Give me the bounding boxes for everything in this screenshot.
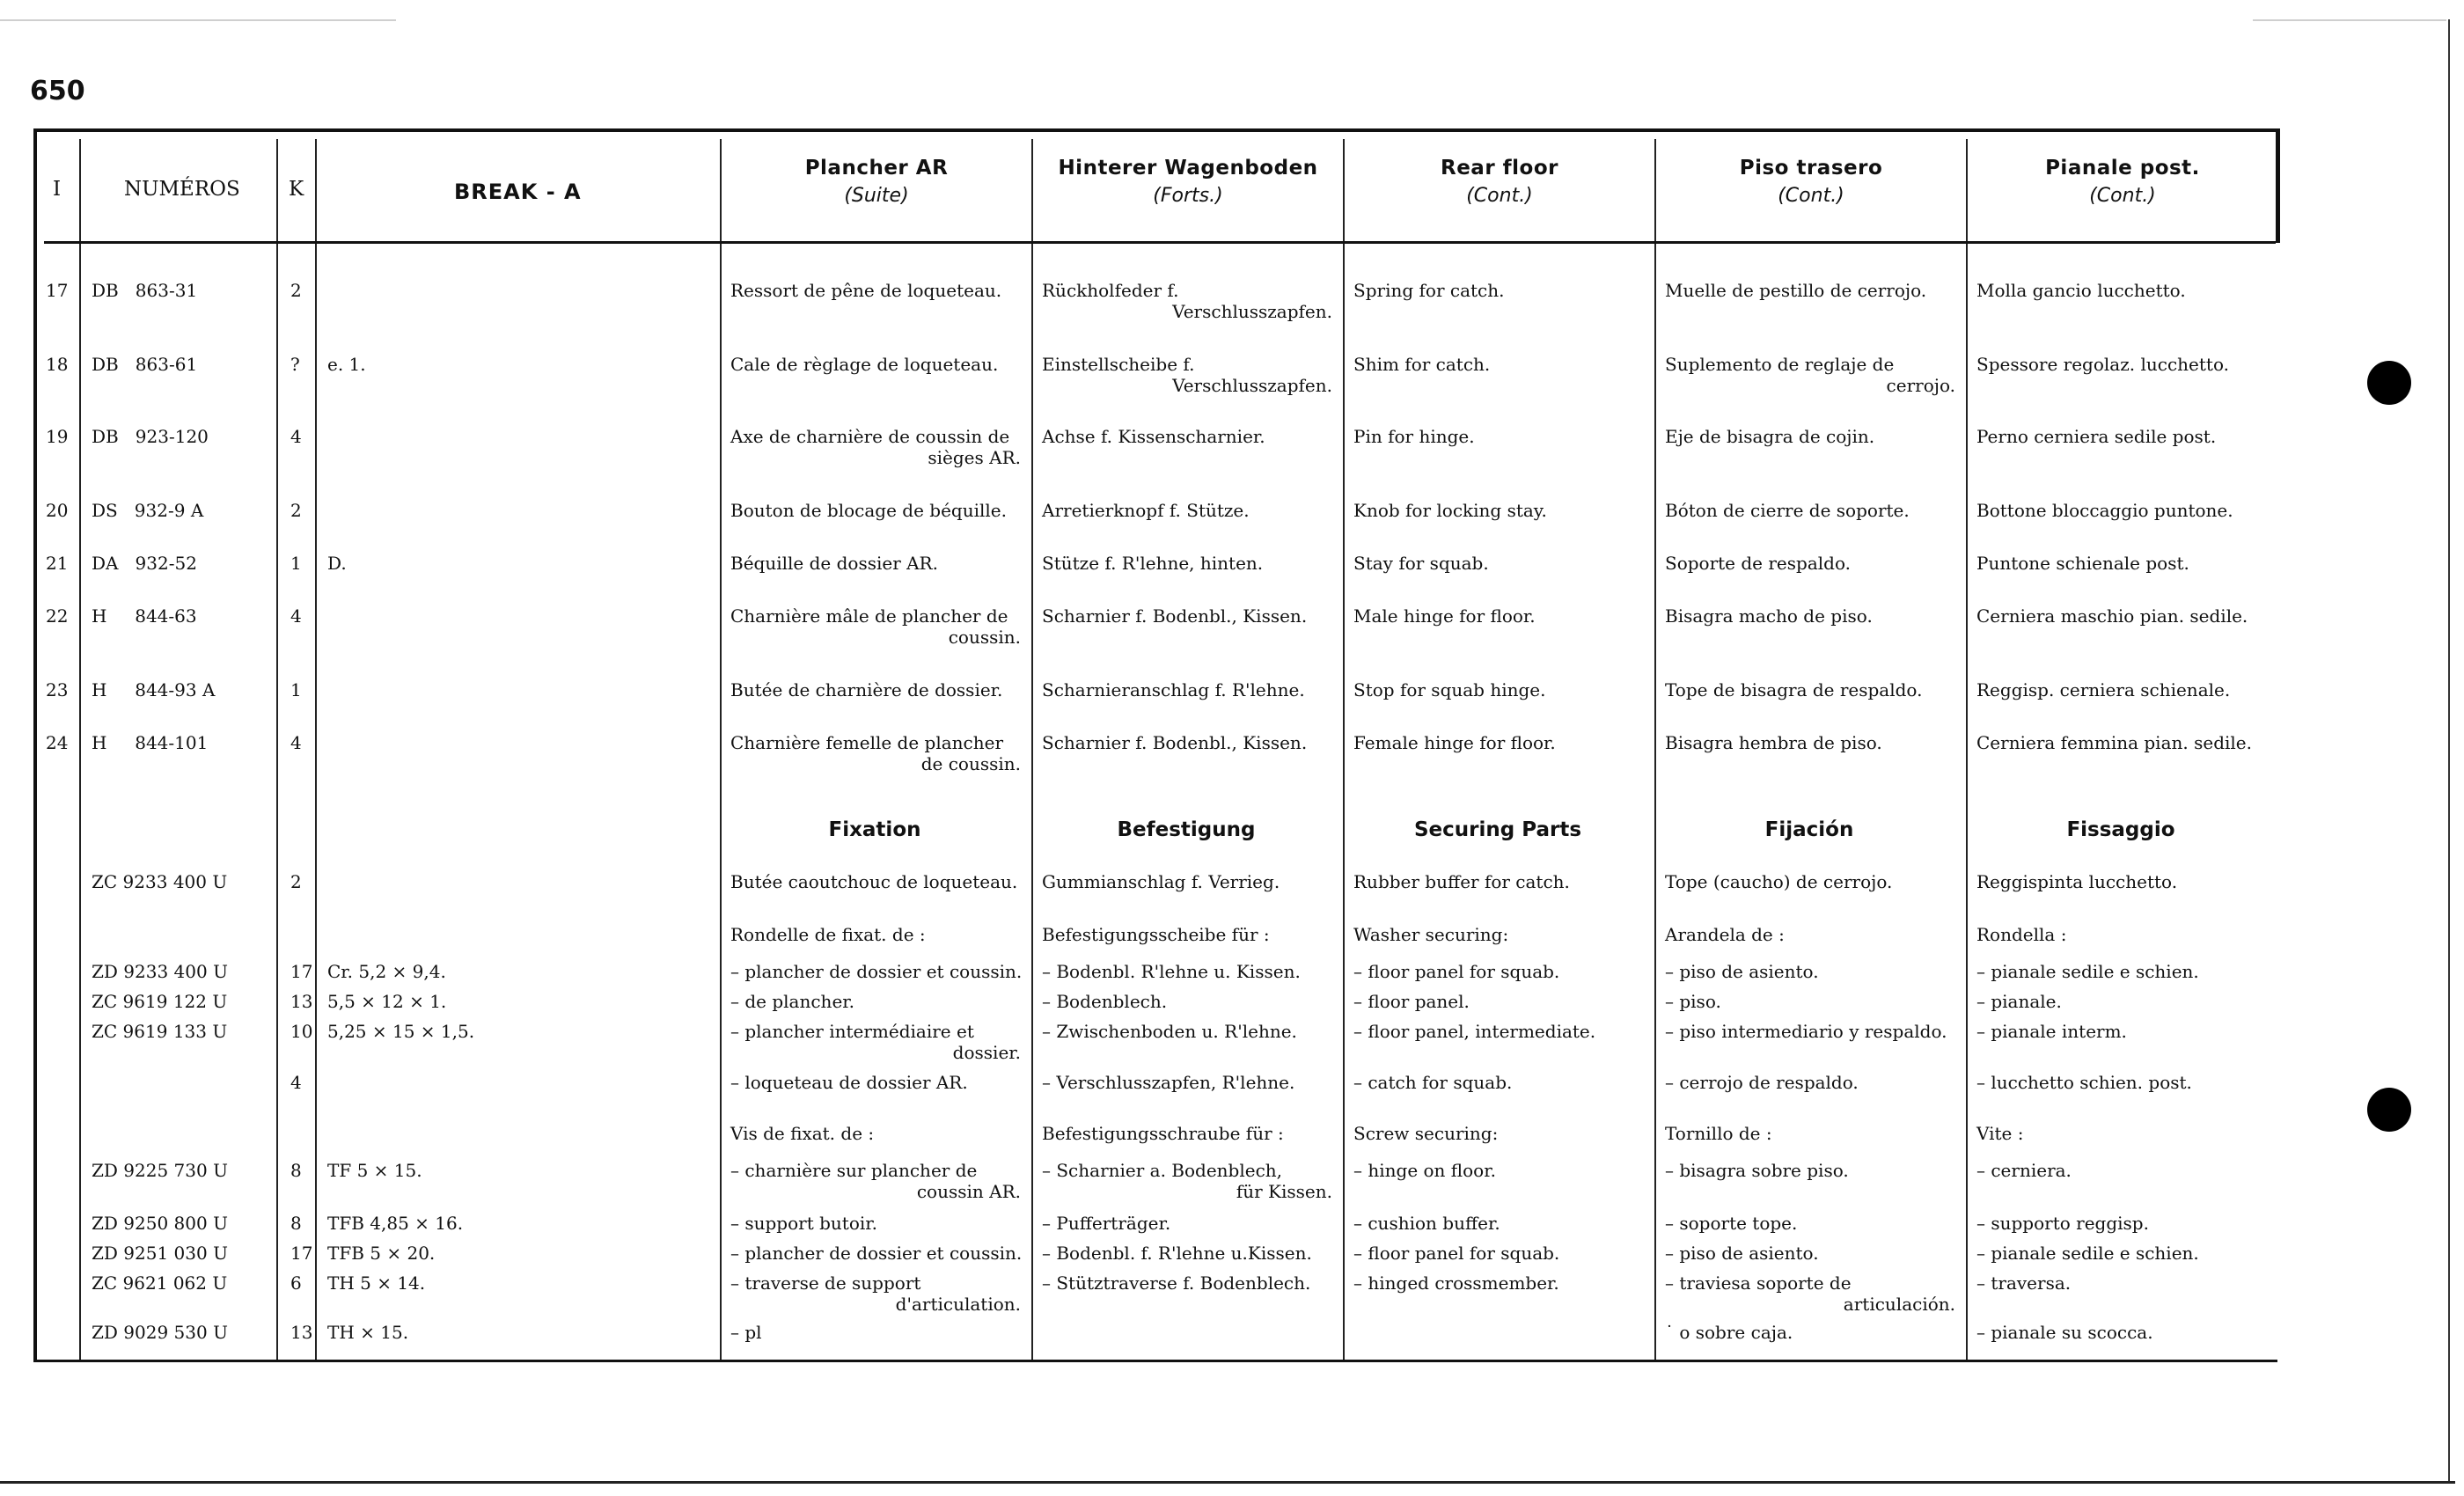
note: D. <box>327 553 347 574</box>
desc-german: Scharnier f. Bodenbl., Kissen. <box>1042 605 1308 627</box>
header-break: BREAK - A <box>454 180 582 204</box>
fixing-note: TFB 4,85 × 16. <box>327 1213 464 1234</box>
row-index: 24 <box>46 732 69 753</box>
desc-english: Stop for squab hinge. <box>1353 679 1546 700</box>
desc-german: Stütze f. R'lehne, hinten. <box>1042 553 1264 574</box>
fixing-italian: – supporto reggisp. <box>1976 1213 2149 1234</box>
fixing-french-cont: coussin AR. <box>916 1181 1021 1202</box>
header-french-sub: (Suite) <box>844 185 909 207</box>
note: e. 1. <box>327 354 366 375</box>
fixing-note: 5,25 × 15 × 1,5. <box>327 1021 475 1042</box>
desc-english: Spring for catch. <box>1353 280 1505 301</box>
row-index: 18 <box>46 354 69 375</box>
table-bottom-border <box>33 1360 2277 1362</box>
header-english <box>1345 157 1654 207</box>
column-divider <box>720 139 722 1360</box>
column-divider <box>315 139 317 1360</box>
desc-italian: Bottone bloccaggio puntone. <box>1976 500 2233 521</box>
fixing-german-cont: für Kissen. <box>1236 1181 1332 1202</box>
fixing-spanish: ˙ o sobre caja. <box>1665 1322 1793 1343</box>
row-index: 17 <box>46 280 69 301</box>
header-spanish <box>1656 157 1966 207</box>
fixing-german: – Bodenblech. <box>1042 991 1168 1012</box>
desc-french: Axe de charnière de coussin de <box>730 426 1010 447</box>
page-number: 650 <box>30 76 85 106</box>
column-divider <box>1966 139 1968 1360</box>
fixing-spanish: – cerrojo de respaldo. <box>1665 1072 1859 1093</box>
fixing-french: – plancher intermédiaire et <box>730 1021 974 1042</box>
row-index: 23 <box>46 679 69 700</box>
desc-spanish-cont: cerrojo. <box>1886 375 1955 396</box>
fixing-german: – Verschlusszapfen, R'lehne. <box>1042 1072 1295 1093</box>
fixing-part-number: ZD 9251 030 U <box>92 1243 228 1264</box>
part-number: DB 863-61 <box>92 354 198 375</box>
column-divider <box>1654 139 1656 1360</box>
fixing-spanish: – traviesa soporte de <box>1665 1272 1852 1294</box>
header-italian <box>1968 157 2277 207</box>
header-italian-title: Pianale post. <box>2045 157 2200 180</box>
fixing-quantity: 13 <box>290 1322 313 1343</box>
fixing-part-number: ZD 9029 530 U <box>92 1322 228 1343</box>
bottom-edge-rule <box>0 1481 2455 1484</box>
fixing-english: – cushion buffer. <box>1353 1213 1500 1234</box>
desc-french-cont: coussin. <box>948 627 1021 648</box>
fixing-part-number: ZC 9233 400 U <box>92 871 228 892</box>
quantity: 4 <box>290 732 302 753</box>
fixing-italian: – traversa. <box>1976 1272 2072 1294</box>
desc-spanish: Bisagra hembra de piso. <box>1665 732 1882 753</box>
fixing-spanish: – piso de asiento. <box>1665 961 1819 982</box>
fixing-italian: – pianale sedile e schien. <box>1976 961 2199 982</box>
section-title-italian: Fissaggio <box>2066 818 2175 841</box>
row-index: 20 <box>46 500 69 521</box>
fixing-quantity: 17 <box>290 961 313 982</box>
desc-spanish: Eje de bisagra de cojin. <box>1665 426 1875 447</box>
part-number: DA 932-52 <box>92 553 197 574</box>
fixing-english: – floor panel for squab. <box>1353 961 1560 982</box>
header-german <box>1033 157 1343 207</box>
column-divider <box>1031 139 1033 1360</box>
desc-german-cont: Verschlusszapfen. <box>1172 301 1332 322</box>
desc-french: Cale de règlage de loqueteau. <box>730 354 999 375</box>
quantity: 2 <box>290 280 302 301</box>
desc-english: Knob for locking stay. <box>1353 500 1547 521</box>
desc-english: Pin for hinge. <box>1353 426 1475 447</box>
desc-english: Female hinge for floor. <box>1353 732 1556 753</box>
row-index: 19 <box>46 426 69 447</box>
header-col-k: K <box>289 178 304 201</box>
desc-spanish: Tope de bisagra de respaldo. <box>1665 679 1923 700</box>
quantity: 1 <box>290 553 302 574</box>
fixing-note: TFB 5 × 20. <box>327 1243 436 1264</box>
desc-english: Stay for squab. <box>1353 553 1489 574</box>
fixing-german: Befestigungsschraube für : <box>1042 1123 1284 1144</box>
header-french-title: Plancher AR <box>804 157 949 180</box>
header-german-sub: (Forts.) <box>1153 185 1223 207</box>
header-italian-sub: (Cont.) <box>2089 185 2156 207</box>
fixing-english: Washer securing: <box>1353 924 1509 945</box>
fixing-english: – floor panel for squab. <box>1353 1243 1560 1264</box>
binder-hole <box>2367 361 2411 405</box>
fixing-english: – hinge on floor. <box>1353 1160 1496 1181</box>
fixing-quantity: 8 <box>290 1160 302 1181</box>
desc-italian: Spessore regolaz. lucchetto. <box>1976 354 2229 375</box>
desc-german-cont: Verschlusszapfen. <box>1172 375 1332 396</box>
header-separator <box>44 241 2276 244</box>
fixing-spanish: – piso intermediario y respaldo. <box>1665 1021 1947 1042</box>
quantity: 2 <box>290 500 302 521</box>
desc-italian: Cerniera femmina pian. sedile. <box>1976 732 2252 753</box>
fixing-note: Cr. 5,2 × 9,4. <box>327 961 446 982</box>
section-title-french: Fixation <box>828 818 921 841</box>
fixing-french: – traverse de support <box>730 1272 921 1294</box>
fixing-german: Befestigungsscheibe für : <box>1042 924 1270 945</box>
fixing-part-number: ZD 9233 400 U <box>92 961 228 982</box>
fixing-part-number: ZD 9250 800 U <box>92 1213 228 1234</box>
fixing-italian: Rondella : <box>1976 924 2067 945</box>
fixing-german: – Pufferträger. <box>1042 1213 1171 1234</box>
fixing-spanish: Tope (caucho) de cerrojo. <box>1665 871 1893 892</box>
table-top-border <box>33 128 2279 132</box>
fixing-french: – plancher de dossier et coussin. <box>730 1243 1023 1264</box>
desc-german: Achse f. Kissenscharnier. <box>1042 426 1265 447</box>
fixing-spanish: – soporte tope. <box>1665 1213 1798 1234</box>
desc-english: Shim for catch. <box>1353 354 1491 375</box>
row-index: 22 <box>46 605 69 627</box>
fixing-french: – support butoir. <box>730 1213 877 1234</box>
header-german-title: Hinterer Wagenboden <box>1058 157 1318 180</box>
desc-french-cont: de coussin. <box>920 753 1021 774</box>
fixing-english: – hinged crossmember. <box>1353 1272 1559 1294</box>
desc-french: Béquille de dossier AR. <box>730 553 938 574</box>
fixing-english: Rubber buffer for catch. <box>1353 871 1570 892</box>
desc-german: Einstellscheibe f. <box>1042 354 1195 375</box>
part-number: DB 863-31 <box>92 280 198 301</box>
fixing-german: – Stütztraverse f. Bodenblech. <box>1042 1272 1311 1294</box>
fixing-english: – floor panel. <box>1353 991 1470 1012</box>
desc-spanish: Bóton de cierre de soporte. <box>1665 500 1910 521</box>
desc-french: Charnière mâle de plancher de <box>730 605 1008 627</box>
fixing-spanish-cont: articulación. <box>1843 1294 1955 1315</box>
fixing-french: – pl <box>730 1322 762 1343</box>
desc-italian: Reggisp. cerniera schienale. <box>1976 679 2231 700</box>
part-number: H 844-93 A <box>92 679 216 700</box>
desc-english: Male hinge for floor. <box>1353 605 1536 627</box>
desc-italian: Perno cerniera sedile post. <box>1976 426 2217 447</box>
fixing-quantity: 13 <box>290 991 313 1012</box>
fixing-italian: Reggispinta lucchetto. <box>1976 871 2178 892</box>
fixing-french: – loqueteau de dossier AR. <box>730 1072 968 1093</box>
quantity: 4 <box>290 426 302 447</box>
fixing-quantity: 2 <box>290 871 302 892</box>
fixing-quantity: 17 <box>290 1243 313 1264</box>
fixing-english: – floor panel, intermediate. <box>1353 1021 1596 1042</box>
table-left-border <box>33 128 37 1360</box>
desc-italian: Molla gancio lucchetto. <box>1976 280 2186 301</box>
part-number: DB 923-120 <box>92 426 209 447</box>
fixing-italian: – pianale su scocca. <box>1976 1322 2153 1343</box>
desc-spanish: Soporte de respaldo. <box>1665 553 1852 574</box>
fixing-german: – Scharnier a. Bodenblech, <box>1042 1160 1283 1181</box>
header-spanish-title: Piso trasero <box>1739 157 1883 180</box>
desc-spanish: Bisagra macho de piso. <box>1665 605 1873 627</box>
desc-spanish: Muelle de pestillo de cerrojo. <box>1665 280 1927 301</box>
fixing-french: Butée caoutchouc de loqueteau. <box>730 871 1018 892</box>
header-english-title: Rear floor <box>1440 157 1558 180</box>
binder-hole <box>2367 1088 2411 1132</box>
fixing-french-cont: d'articulation. <box>895 1294 1021 1315</box>
top-rule <box>0 19 396 21</box>
header-french <box>722 157 1031 207</box>
fixing-italian: Vite : <box>1976 1123 2024 1144</box>
fixing-quantity: 8 <box>290 1213 302 1234</box>
fixing-french: Vis de fixat. de : <box>730 1123 875 1144</box>
fixing-italian: – pianale. <box>1976 991 2062 1012</box>
fixing-german: Gummianschlag f. Verrieg. <box>1042 871 1280 892</box>
desc-german: Arretierknopf f. Stütze. <box>1042 500 1250 521</box>
section-title-english: Securing Parts <box>1413 818 1582 841</box>
desc-german: Scharnier f. Bodenbl., Kissen. <box>1042 732 1308 753</box>
header-english-sub: (Cont.) <box>1466 185 1533 207</box>
fixing-german: – Zwischenboden u. R'lehne. <box>1042 1021 1297 1042</box>
desc-italian: Puntone schienale post. <box>1976 553 2189 574</box>
desc-french: Bouton de blocage de béquille. <box>730 500 1007 521</box>
part-number: H 844-63 <box>92 605 197 627</box>
desc-german: Scharnieranschlag f. R'lehne. <box>1042 679 1305 700</box>
fixing-italian: – pianale sedile e schien. <box>1976 1243 2199 1264</box>
fixing-quantity: 6 <box>290 1272 302 1294</box>
fixing-note: 5,5 × 12 × 1. <box>327 991 447 1012</box>
fixing-part-number: ZD 9225 730 U <box>92 1160 228 1181</box>
header-col-numeros: NUMÉROS <box>124 178 240 201</box>
fixing-german: – Bodenbl. R'lehne u. Kissen. <box>1042 961 1301 982</box>
desc-french: Charnière femelle de plancher <box>730 732 1004 753</box>
section-title-spanish: Fijación <box>1764 818 1854 841</box>
fixing-note: TH 5 × 14. <box>327 1272 426 1294</box>
fixing-spanish: Tornillo de : <box>1665 1123 1772 1144</box>
header-spanish-sub: (Cont.) <box>1778 185 1844 207</box>
top-rule-right <box>2253 19 2446 21</box>
header-col-i: I <box>53 178 62 201</box>
fixing-spanish: Arandela de : <box>1665 924 1785 945</box>
desc-spanish: Suplemento de reglaje de <box>1665 354 1895 375</box>
fixing-french: – charnière sur plancher de <box>730 1160 978 1181</box>
desc-french: Ressort de pêne de loqueteau. <box>730 280 1002 301</box>
fixing-quantity: 10 <box>290 1021 313 1042</box>
fixing-spanish: – bisagra sobre piso. <box>1665 1160 1849 1181</box>
fixing-french: Rondelle de fixat. de : <box>730 924 926 945</box>
fixing-french: – plancher de dossier et coussin. <box>730 961 1023 982</box>
quantity: ? <box>290 354 300 375</box>
fixing-spanish: – piso. <box>1665 991 1721 1012</box>
part-number: DS 932-9 A <box>92 500 204 521</box>
desc-french: Butée de charnière de dossier. <box>730 679 1003 700</box>
fixing-italian: – pianale interm. <box>1976 1021 2127 1042</box>
page-edge-line <box>2448 19 2450 1484</box>
row-index: 21 <box>46 553 69 574</box>
fixing-spanish: – piso de asiento. <box>1665 1243 1819 1264</box>
desc-german: Rückholfeder f. <box>1042 280 1179 301</box>
desc-italian: Cerniera maschio pian. sedile. <box>1976 605 2248 627</box>
parts-table <box>33 128 2277 1360</box>
fixing-note: TF 5 × 15. <box>327 1160 422 1181</box>
part-number: H 844-101 <box>92 732 209 753</box>
fixing-quantity: 4 <box>290 1072 302 1093</box>
quantity: 1 <box>290 679 302 700</box>
fixing-english: – catch for squab. <box>1353 1072 1513 1093</box>
column-divider <box>79 139 81 1360</box>
fixing-english: Screw securing: <box>1353 1123 1499 1144</box>
column-divider <box>276 139 278 1360</box>
fixing-part-number: ZC 9621 062 U <box>92 1272 228 1294</box>
desc-french-cont: sièges AR. <box>928 447 1021 468</box>
fixing-part-number: ZC 9619 122 U <box>92 991 228 1012</box>
quantity: 4 <box>290 605 302 627</box>
fixing-german: – Bodenbl. f. R'lehne u.Kissen. <box>1042 1243 1312 1264</box>
fixing-part-number: ZC 9619 133 U <box>92 1021 228 1042</box>
fixing-note: TH × 15. <box>327 1322 409 1343</box>
fixing-french: – de plancher. <box>730 991 854 1012</box>
column-divider <box>1343 139 1345 1360</box>
fixing-italian: – cerniera. <box>1976 1160 2072 1181</box>
section-title-german: Befestigung <box>1117 818 1256 841</box>
fixing-italian: – lucchetto schien. post. <box>1976 1072 2192 1093</box>
fixing-french-cont: dossier. <box>952 1042 1021 1063</box>
